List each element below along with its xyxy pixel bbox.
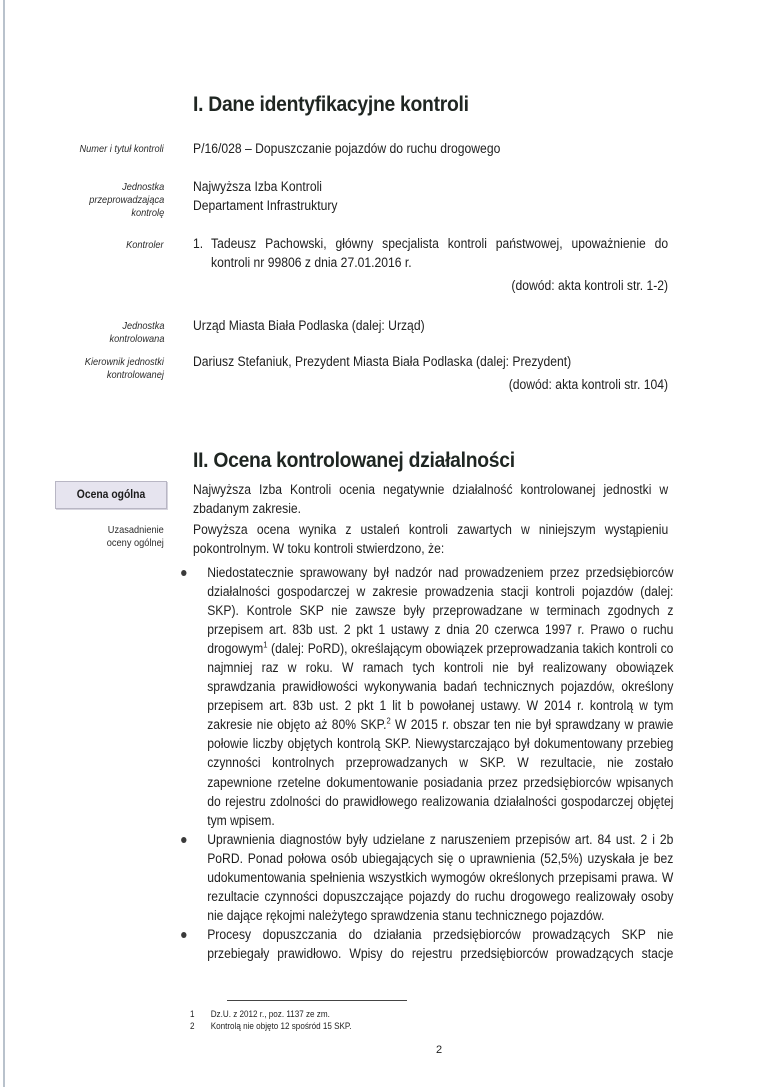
- bullet-icon: [181, 570, 186, 576]
- label-line: Kontroler: [126, 239, 164, 251]
- label-line: przeprowadzająca: [89, 194, 164, 206]
- label-unit-head: [85, 356, 164, 382]
- footnote-ref: 2: [386, 715, 391, 726]
- value-line: Departament Infrastruktury: [193, 198, 338, 213]
- value-conducting-unit: [193, 177, 621, 215]
- footnote: [190, 1009, 330, 1020]
- label-line: Numer i tytuł kontroli: [79, 143, 164, 155]
- item-text: Tadeusz Pachowski, główny specjalista kontroli państwowej, upoważnienie do kontroli nr 99806 z dnia 27.01.2016 r.: [211, 236, 669, 271]
- findings-list: [173, 563, 673, 963]
- label-conducting-unit: [89, 181, 164, 220]
- label-audited-unit: [109, 320, 164, 346]
- section-2-title: II. Ocena kontrolowanej działalności: [193, 449, 515, 472]
- label-line: Jednostka: [121, 181, 164, 193]
- overall-assessment-box: [55, 481, 167, 509]
- label-control-number: [80, 143, 164, 156]
- label-justification: [107, 524, 164, 550]
- justification-intro: Powyższa ocena wynika z ustaleń kontroli zawartych w niniejszym wystąpieniu pokontrolnym. W toku kontroli stwierdzono, że:: [193, 522, 669, 557]
- label-line: Uzasadnienie: [107, 524, 164, 536]
- evidence-reference: (dowód: akta kontroli str. 1-2): [511, 278, 668, 293]
- label-line: kontrolowana: [109, 333, 164, 345]
- footnote-text: Dz.U. z 2012 r., poz. 1137 ze zm.: [210, 1009, 330, 1019]
- label-line: oceny ogólnej: [106, 537, 164, 549]
- label-line: Kierownik jednostki: [84, 356, 164, 368]
- value-control-number: P/16/028 – Dopuszczanie pojazdów do ruchu drogowego: [193, 141, 501, 156]
- label-line: kontrolowanej: [106, 369, 164, 381]
- footnote-number: 1: [190, 1009, 195, 1019]
- numbered-item: [193, 234, 668, 272]
- finding-text: (dalej: PoRD), określającym obowiązek przeprowadzania takich kontroli co najmniej raz w roku. W ramach tych kontroli nie był realizowany obowiązek sprawdzania prawidłowości wykonywania badań technicznych pojazdów, określony przepisem art. 83b ust. 2 pkt 1 lit b powołanej ustawy. W 2014 r. kontrolą w tym zakresie nie objęto aż 80% SKP.: [207, 641, 674, 733]
- bullet-icon: [181, 932, 186, 938]
- footnote-text: Kontrolą nie objęto 12 spośród 15 SKP.: [210, 1021, 352, 1031]
- footnote-separator: [227, 1000, 407, 1001]
- footnote-number: 2: [190, 1021, 195, 1031]
- value-inspector: [193, 234, 668, 272]
- finding-text: Niedostatecznie sprawowany był nadzór nad prowadzeniem przez przedsiębiorców działalności gospodarczej w zakresie prowadzenia stacji kontroli pojazdów (dalej: SKP). Kontrole SKP nie zawsze były przeprowadzane w terminach zgodnych z przepisem art. 83b ust. 2 pkt 1 ustawy z dnia 20 czerwca 1997 r. Prawo o ruchu drogowym: [207, 565, 674, 657]
- page-number: 2: [436, 1044, 443, 1056]
- finding-item: [173, 830, 673, 925]
- finding-item: [173, 925, 673, 963]
- finding-text: W 2015 r. obszar ten nie był sprawdzany w prawie połowie liczby objętych kontrolą SKP. Niewystarczająco był dokumentowany przebieg czynności kontrolnych przeprowadzanych w SKP. W rezultacie, nie zostało zapewnione rzetelne dokumentowanie posiadania przez przedsiębiorców wpisanych do rejestru zdolności do prawidłowego realizowania działalności gospodarczej objętej tym wpisem.: [207, 717, 674, 828]
- finding-item: [173, 563, 673, 830]
- bullet-icon: [181, 837, 186, 843]
- value-line: Najwyższa Izba Kontroli: [193, 179, 322, 194]
- label-line: kontrolę: [131, 207, 164, 219]
- evidence-reference: (dowód: akta kontroli str. 104): [508, 377, 668, 392]
- footnote: [190, 1021, 352, 1032]
- footnote-ref: 1: [263, 639, 268, 650]
- value-audited-unit: Urząd Miasta Biała Podlaska (dalej: Urząd): [193, 318, 425, 333]
- overall-assessment-label: Ocena ogólna: [76, 489, 146, 501]
- overall-assessment-text: Najwyższa Izba Kontroli ocenia negatywnie działalność kontrolowanej jednostki w zbadanym zakresie.: [193, 482, 669, 517]
- finding-text: Uprawnienia diagnostów były udzielane z naruszeniem przepisów art. 84 ust. 2 i 2b PoRD. Ponad połowa osób ubiegających się o uprawnienia (52,5%) uzyskała je bez udokumentowania spełnienia wszystkich wymogów określonych przepisami prawa. W rezultacie czynności dopuszczające pojazdy do ruchu drogowego realizowały osoby nie dające rękojmi należytego sprawdzenia stanu technicznego pojazdów.: [207, 831, 674, 923]
- item-number: 1.: [193, 236, 204, 251]
- label-line: Jednostka: [121, 320, 164, 332]
- label-inspector: [127, 239, 164, 252]
- value-unit-head: Dariusz Stefaniuk, Prezydent Miasta Biała Podlaska (dalej: Prezydent): [193, 354, 572, 369]
- finding-text: Procesy dopuszczania do działania przedsiębiorców prowadzących SKP nie przebiegały prawidłowo. Wpisy do rejestru przedsiębiorców prowadzących stacje: [207, 926, 674, 961]
- section-1-title: I. Dane identyfikacyjne kontroli: [193, 93, 469, 116]
